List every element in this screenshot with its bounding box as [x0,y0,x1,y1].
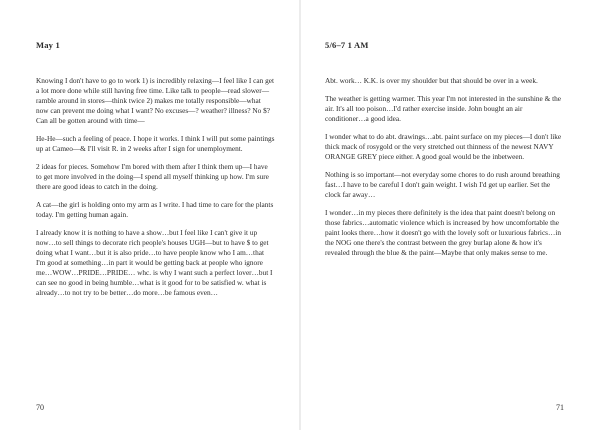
journal-paragraph: Knowing I don't have to go to work 1) is incredibly relaxing—I feel like I can get a lot more done while still having free time. Like talk to people—read slower—ramble around in stores—think twice 2) makes me totally responsible—what now can prevent me doing what I want? No excuses—? weather? illness? No $? Can all be gotten around with time— [36,76,274,125]
journal-paragraph: I wonder what to do abt. drawings…abt. paint surface on my pieces—I don't like thick mack of rosygold or the very stretched out thinness of the newest NAVY ORANGE GREY piece either. A good goal would be the inbetween. [325,132,562,161]
page-number: 71 [556,403,564,412]
journal-paragraph: A cat—the girl is holding onto my arm as I write. I had time to care for the plants today. I'm getting human again. [36,200,274,219]
journal-paragraph: He-He—such a feeling of peace. I hope it works. I think I will put some paintings up at Cameo—& I'll visit R. in 2 weeks after I sign for unemployment. [36,134,275,153]
journal-paragraph: I already know it is nothing to have a show…but I feel like I can't give it up now…to sell things to decorate rich people's houses UGH—but to have $ to get doing what I want…but it is also pride…to have people know who I am…that I'm good at something…in part it would be getting back at people who ignore me…WOW…PRIDE…PRIDE… whc. is why I want such a perfect lover…but I can see no good in being humble…what is it good for to be satisfied w. what is already…to not try to be better…do more…be famous even… [36,228,273,297]
journal-paragraph: I wonder…in my pieces there definitely is the idea that paint doesn't belong on those fabrics…automatic violence which is increased by how uncomfortable the paint looks there…how it doesn't go with the lovely soft or luxurious fabrics…in the NOG one there's the contrast between the grey burlap alone & how it's revealed through the blue & the paint—Maybe that only makes sense to me. [325,208,561,257]
page-number: 70 [36,403,44,412]
journal-paragraph: Abt. work… K.K. is over my shoulder but that should be over in a week. [325,76,538,85]
entry-date-heading: 5/6–7 1 AM [325,40,369,50]
journal-paragraph: Nothing is so important—not everyday some chores to do rush around breathing fast…I have to be careful I don't gain weight. I wish I'd get up earlier. Set the clock far away… [325,170,560,199]
journal-paragraph: 2 ideas for pieces. Somehow I'm bored with them after I think them up—I have to get more involved in the doing—I spend all myself thinking up how. I'm sure there are good ideas to catch in the doing. [36,162,269,191]
journal-paragraph: The weather is getting warmer. This year I'm not interested in the sunshine & the air. It's all too poison…I'd rather exercise inside. John bought an air conditioner…a good idea. [325,94,562,123]
right-page [300,0,600,430]
entry-date-heading: May 1 [36,40,60,50]
